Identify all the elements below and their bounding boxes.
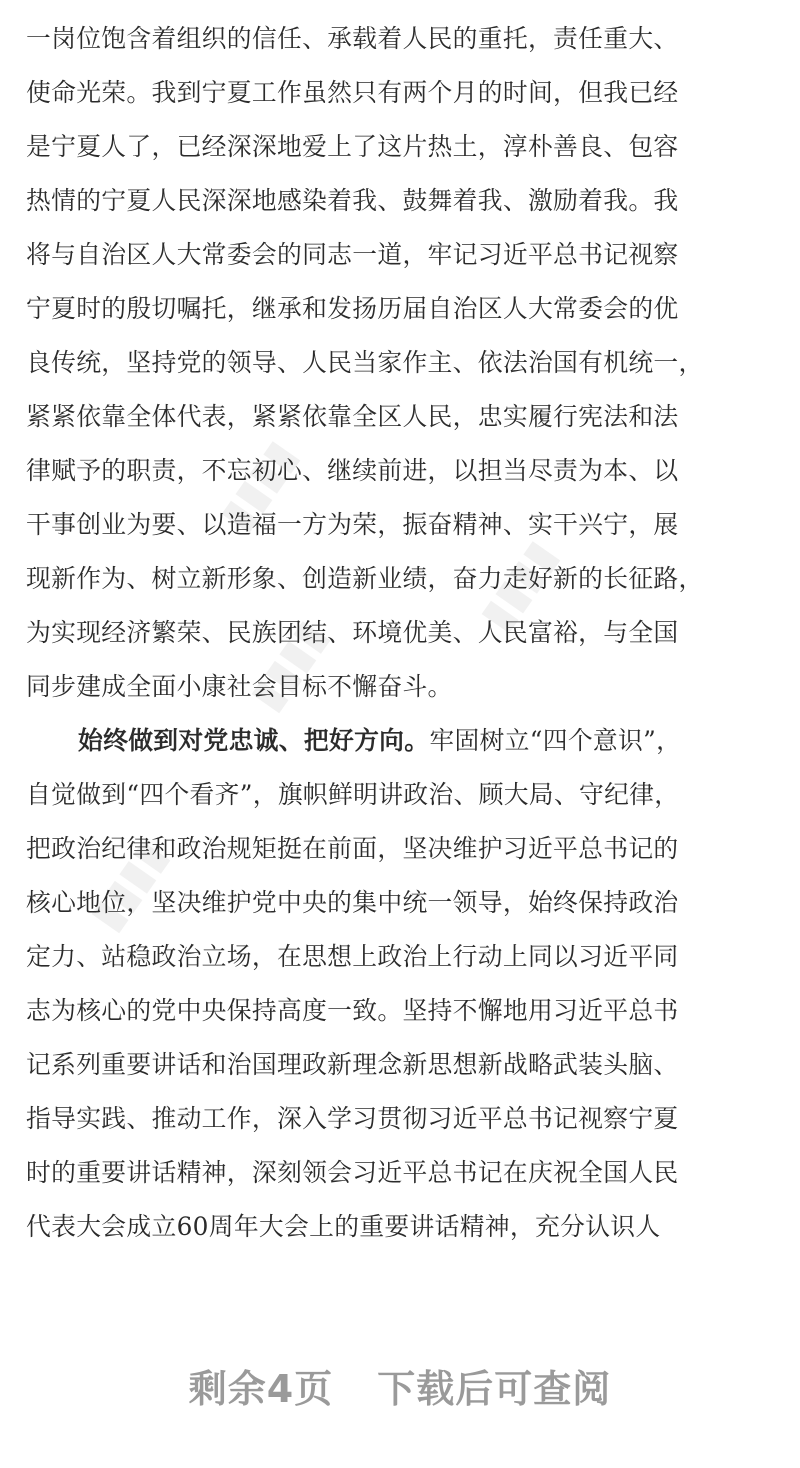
paragraph-line: 律赋予的职责，不忘初心、继续前进，以担当尽责为本、以 — [26, 456, 679, 485]
paragraph-line: 自觉做到“四个看齐”，旗帜鲜明讲政治、顾大局、守纪律， — [26, 780, 680, 809]
section-first-line-text: 牢固树立“四个意识”， — [429, 726, 682, 755]
paragraph-line: 指导实践、推动工作，深入学习贯彻习近平总书记视察宁夏 — [26, 1104, 679, 1133]
paragraph-line: 代表大会成立60周年大会上的重要讲话精神，充分认识人 — [26, 1212, 661, 1241]
paragraph-line: 一岗位饱含着组织的信任、承载着人民的重托，责任重大、 — [26, 24, 679, 53]
paragraph-line: 志为核心的党中央保持高度一致。坚持不懈地用习近平总书 — [26, 996, 679, 1025]
watermark: ▮▮▮▮ — [469, 531, 568, 640]
paragraph-line: 良传统，坚持党的领导、人民当家作主、依法治国有机统一， — [26, 348, 704, 377]
paragraph-line: 热情的宁夏人民深深地感染着我、鼓舞着我、激励着我。我 — [26, 186, 679, 215]
paragraph-line: 同步建成全面小康社会目标不懈奋斗。 — [26, 672, 453, 701]
paragraph-line: 定力、站稳政治立场，在思想上政治上行动上同以习近平同 — [26, 942, 679, 971]
section-heading: 始终做到对党忠诚、把好方向。 — [78, 726, 430, 755]
paragraph-line: 紧紧依靠全体代表，紧紧依靠全区人民，忠实履行宪法和法 — [26, 402, 679, 431]
paragraph-line: 时的重要讲话精神，深刻领会习近平总书记在庆祝全国人民 — [26, 1158, 679, 1187]
paragraph-line: 核心地位，坚决维护党中央的集中统一领导，始终保持政治 — [26, 888, 679, 917]
paragraph-line: 把政治纪律和政治规矩挺在前面，坚决维护习近平总书记的 — [26, 834, 679, 863]
paragraph-line: 使命光荣。我到宁夏工作虽然只有两个月的时间，但我已经 — [26, 78, 679, 107]
paragraph-line: 记系列重要讲话和治国理政新理念新思想新战略武装头脑、 — [26, 1050, 679, 1079]
watermark: ▮▮▮▮ — [209, 431, 308, 540]
paragraph-line: 宁夏时的殷切嘱托，继承和发扬历届自治区人大常委会的优 — [26, 294, 679, 323]
section-first-line — [26, 714, 778, 768]
paragraph-line: 现新作为、树立新形象、创造新业绩，奋力走好新的长征路， — [26, 564, 704, 593]
paragraph-line: 干事创业为要、以造福一方为荣，振奋精神、实干兴宁，展 — [26, 510, 679, 539]
download-to-view-label: 下载后可查阅 — [377, 1367, 612, 1411]
document-body — [26, 12, 778, 1254]
watermark: ▮▮▮▮ — [239, 611, 338, 720]
paragraph-line: 为实现经济繁荣、民族团结、环境优美、人民富裕，与全国 — [26, 618, 679, 647]
remaining-pages-label: 剩余4页 — [188, 1367, 334, 1411]
download-prompt[interactable] — [0, 1358, 800, 1413]
paragraph-line: 将与自治区人大常委会的同志一道，牢记习近平总书记视察 — [26, 240, 679, 269]
watermark: ▮▮▮▮ — [79, 831, 178, 940]
paragraph-line: 是宁夏人了，已经深深地爱上了这片热土，淳朴善良、包容 — [26, 132, 679, 161]
